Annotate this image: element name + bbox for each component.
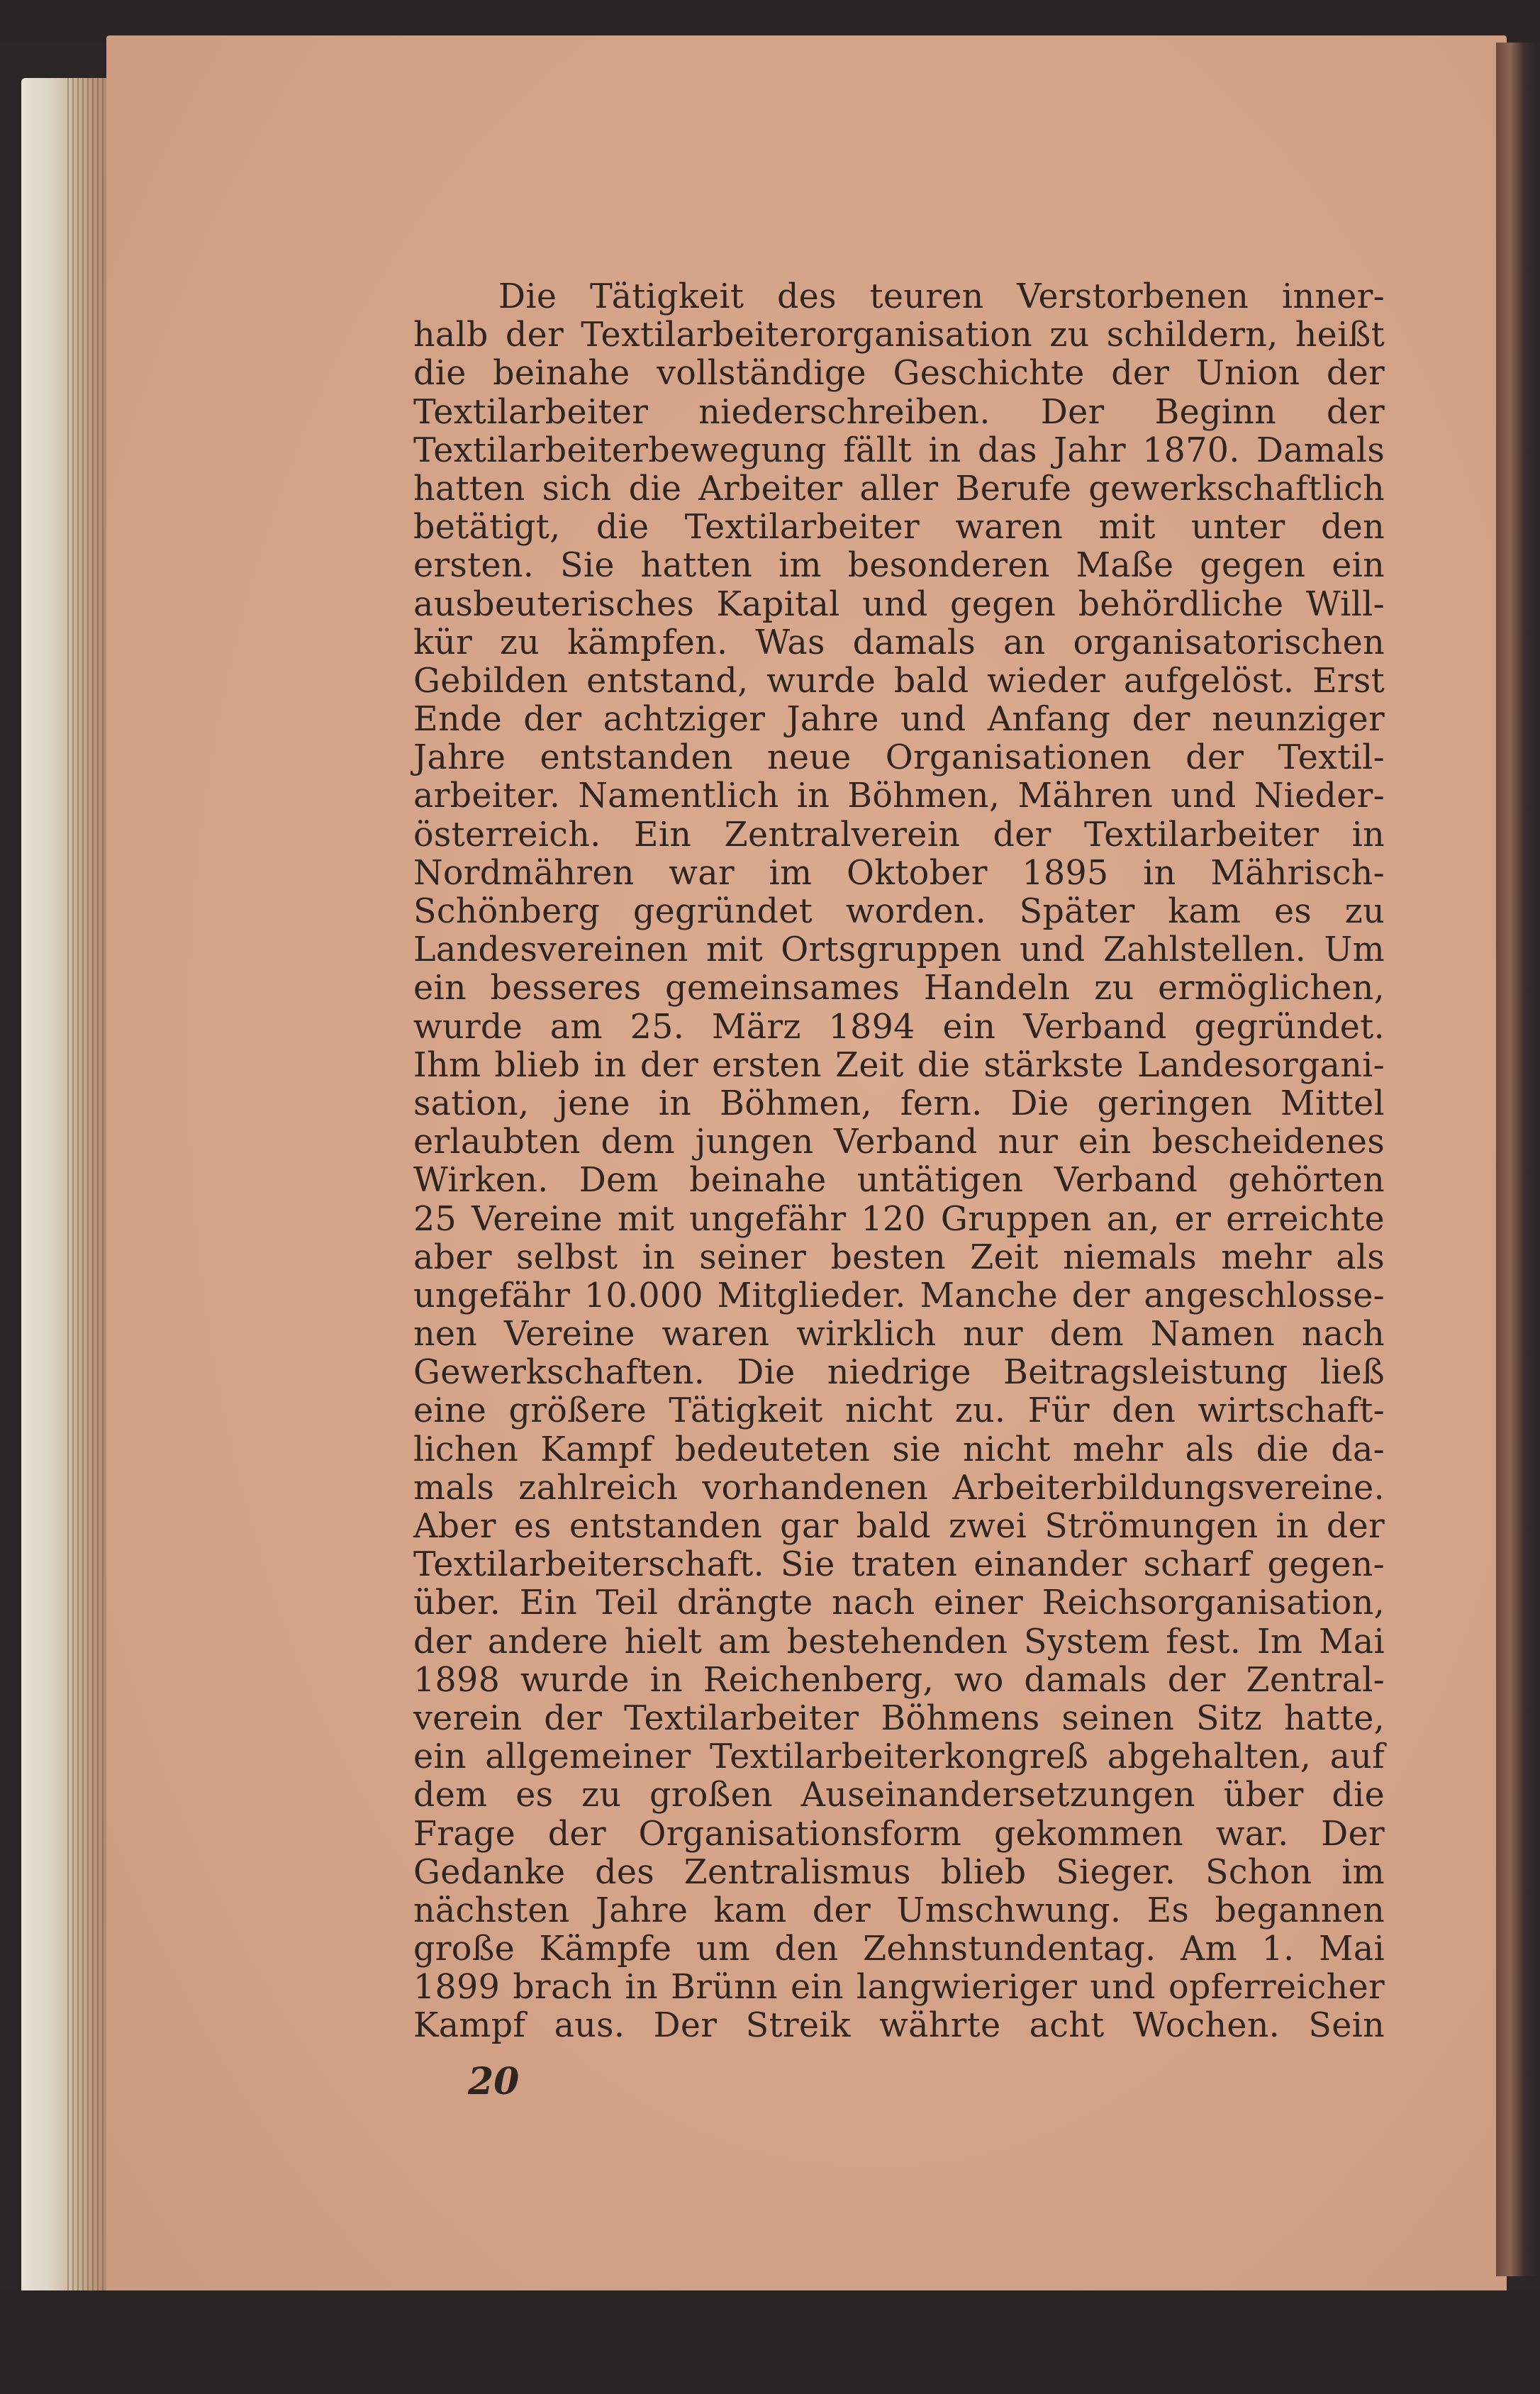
text-line: ein besseres gemeinsames Handeln zu ermöglichen, xyxy=(413,969,1385,1008)
text-line: Textilarbeiter niederschreiben. Der Beginn der xyxy=(413,392,1385,432)
text-line: halb der Textilarbeiterorganisation zu schildern, heißt xyxy=(413,316,1385,355)
text-line: aber selbst in seiner besten Zeit niemals mehr als xyxy=(413,1237,1385,1277)
text-line: Gewerkschaften. Die niedrige Beitragsleistung ließ xyxy=(413,1353,1385,1393)
page-number: 20 xyxy=(468,2060,520,2103)
text-line: Ihm blieb in der ersten Zeit die stärkste Landesorgani- xyxy=(413,1045,1385,1085)
text-line: eine größere Tätigkeit nicht zu. Für den wirtschaft- xyxy=(413,1391,1385,1431)
text-line: hatten sich die Arbeiter aller Berufe gewerkschaftlich xyxy=(413,469,1385,508)
text-line: Frage der Organisationsform gekommen war. Der xyxy=(413,1814,1385,1854)
text-line: Schönberg gegründet worden. Später kam es zu xyxy=(413,892,1385,931)
text-line: betätigt, die Textilarbeiter waren mit unter den xyxy=(413,508,1385,547)
text-line: Ende der achtziger Jahre und Anfang der neunziger xyxy=(413,700,1385,740)
text-line: nen Vereine waren wirklich nur dem Namen nach xyxy=(413,1315,1385,1354)
text-line: Die Tätigkeit des teuren Verstorbenen inner- xyxy=(498,277,1385,316)
text-line: Aber es entstanden gar bald zwei Strömungen in der xyxy=(413,1507,1385,1546)
text-line: verein der Textilarbeiter Böhmens seinen Sitz hatte, xyxy=(413,1698,1385,1738)
body-text xyxy=(413,278,1385,2046)
text-line: 1898 wurde in Reichenberg, wo damals der Zentral- xyxy=(413,1660,1385,1700)
text-line: kür zu kämpfen. Was damals an organisatorischen xyxy=(413,623,1385,662)
text-line: nächsten Jahre kam der Umschwung. Es begannen xyxy=(413,1891,1385,1930)
text-line: 1899 brach in Brünn ein langwieriger und opferreicher xyxy=(413,1968,1385,2008)
text-line: ein allgemeiner Textilarbeiterkongreß abgehalten, auf xyxy=(413,1737,1385,1777)
binding-shadow xyxy=(1496,43,1540,2276)
text-line: Textilarbeiterschaft. Sie traten einander scharf gegen- xyxy=(413,1545,1385,1585)
text-line: wurde am 25. März 1894 ein Verband gegründet. xyxy=(413,1007,1385,1047)
text-line: die beinahe vollständige Geschichte der Union der xyxy=(413,354,1385,394)
text-line: 25 Vereine mit ungefähr 120 Gruppen an, er erreichte xyxy=(413,1199,1385,1239)
text-line: Kampf aus. Der Streik währte acht Wochen. Sein xyxy=(413,2006,1385,2046)
text-line: große Kämpfe um den Zehnstundentag. Am 1. Mai xyxy=(413,1930,1385,1969)
text-line: österreich. Ein Zentralverein der Textilarbeiter in xyxy=(413,815,1385,854)
text-line: der andere hielt am bestehenden System fest. Im Mai xyxy=(413,1622,1385,1661)
text-line: Gedanke des Zentralismus blieb Sieger. Schon im xyxy=(413,1852,1385,1892)
text-line: ausbeuterisches Kapital und gegen behördliche Will- xyxy=(413,584,1385,624)
text-line: Nordmähren war im Oktober 1895 in Mährisch- xyxy=(413,853,1385,893)
text-line: Jahre entstanden neue Organisationen der Textil- xyxy=(413,738,1385,778)
text-line: dem es zu großen Auseinandersetzungen über die xyxy=(413,1776,1385,1815)
text-line: mals zahlreich vorhandenen Arbeiterbildungsvereine. xyxy=(413,1468,1385,1508)
text-line: arbeiter. Namentlich in Böhmen, Mähren und Nieder- xyxy=(413,776,1385,816)
text-line: Landesvereinen mit Ortsgruppen und Zahlstellen. Um xyxy=(413,930,1385,970)
background-board-bottom xyxy=(0,2290,1540,2394)
text-line: Wirken. Dem beinahe untätigen Verband gehörten xyxy=(413,1161,1385,1201)
text-line: ersten. Sie hatten im besonderen Maße gegen ein xyxy=(413,546,1385,586)
text-line: ungefähr 10.000 Mitglieder. Manche der angeschlosse- xyxy=(413,1276,1385,1315)
text-line: erlaubten dem jungen Verband nur ein bescheidenes xyxy=(413,1123,1385,1162)
text-line: Textilarbeiterbewegung fällt in das Jahr 1870. Damals xyxy=(413,430,1385,470)
text-line: lichen Kampf bedeuteten sie nicht mehr als die da- xyxy=(413,1430,1385,1469)
text-line: Gebilden entstand, wurde bald wieder aufgelöst. Erst xyxy=(413,661,1385,701)
text-line: über. Ein Teil drängte nach einer Reichsorganisation, xyxy=(413,1583,1385,1623)
text-line: sation, jene in Böhmen, fern. Die geringen Mittel xyxy=(413,1084,1385,1123)
